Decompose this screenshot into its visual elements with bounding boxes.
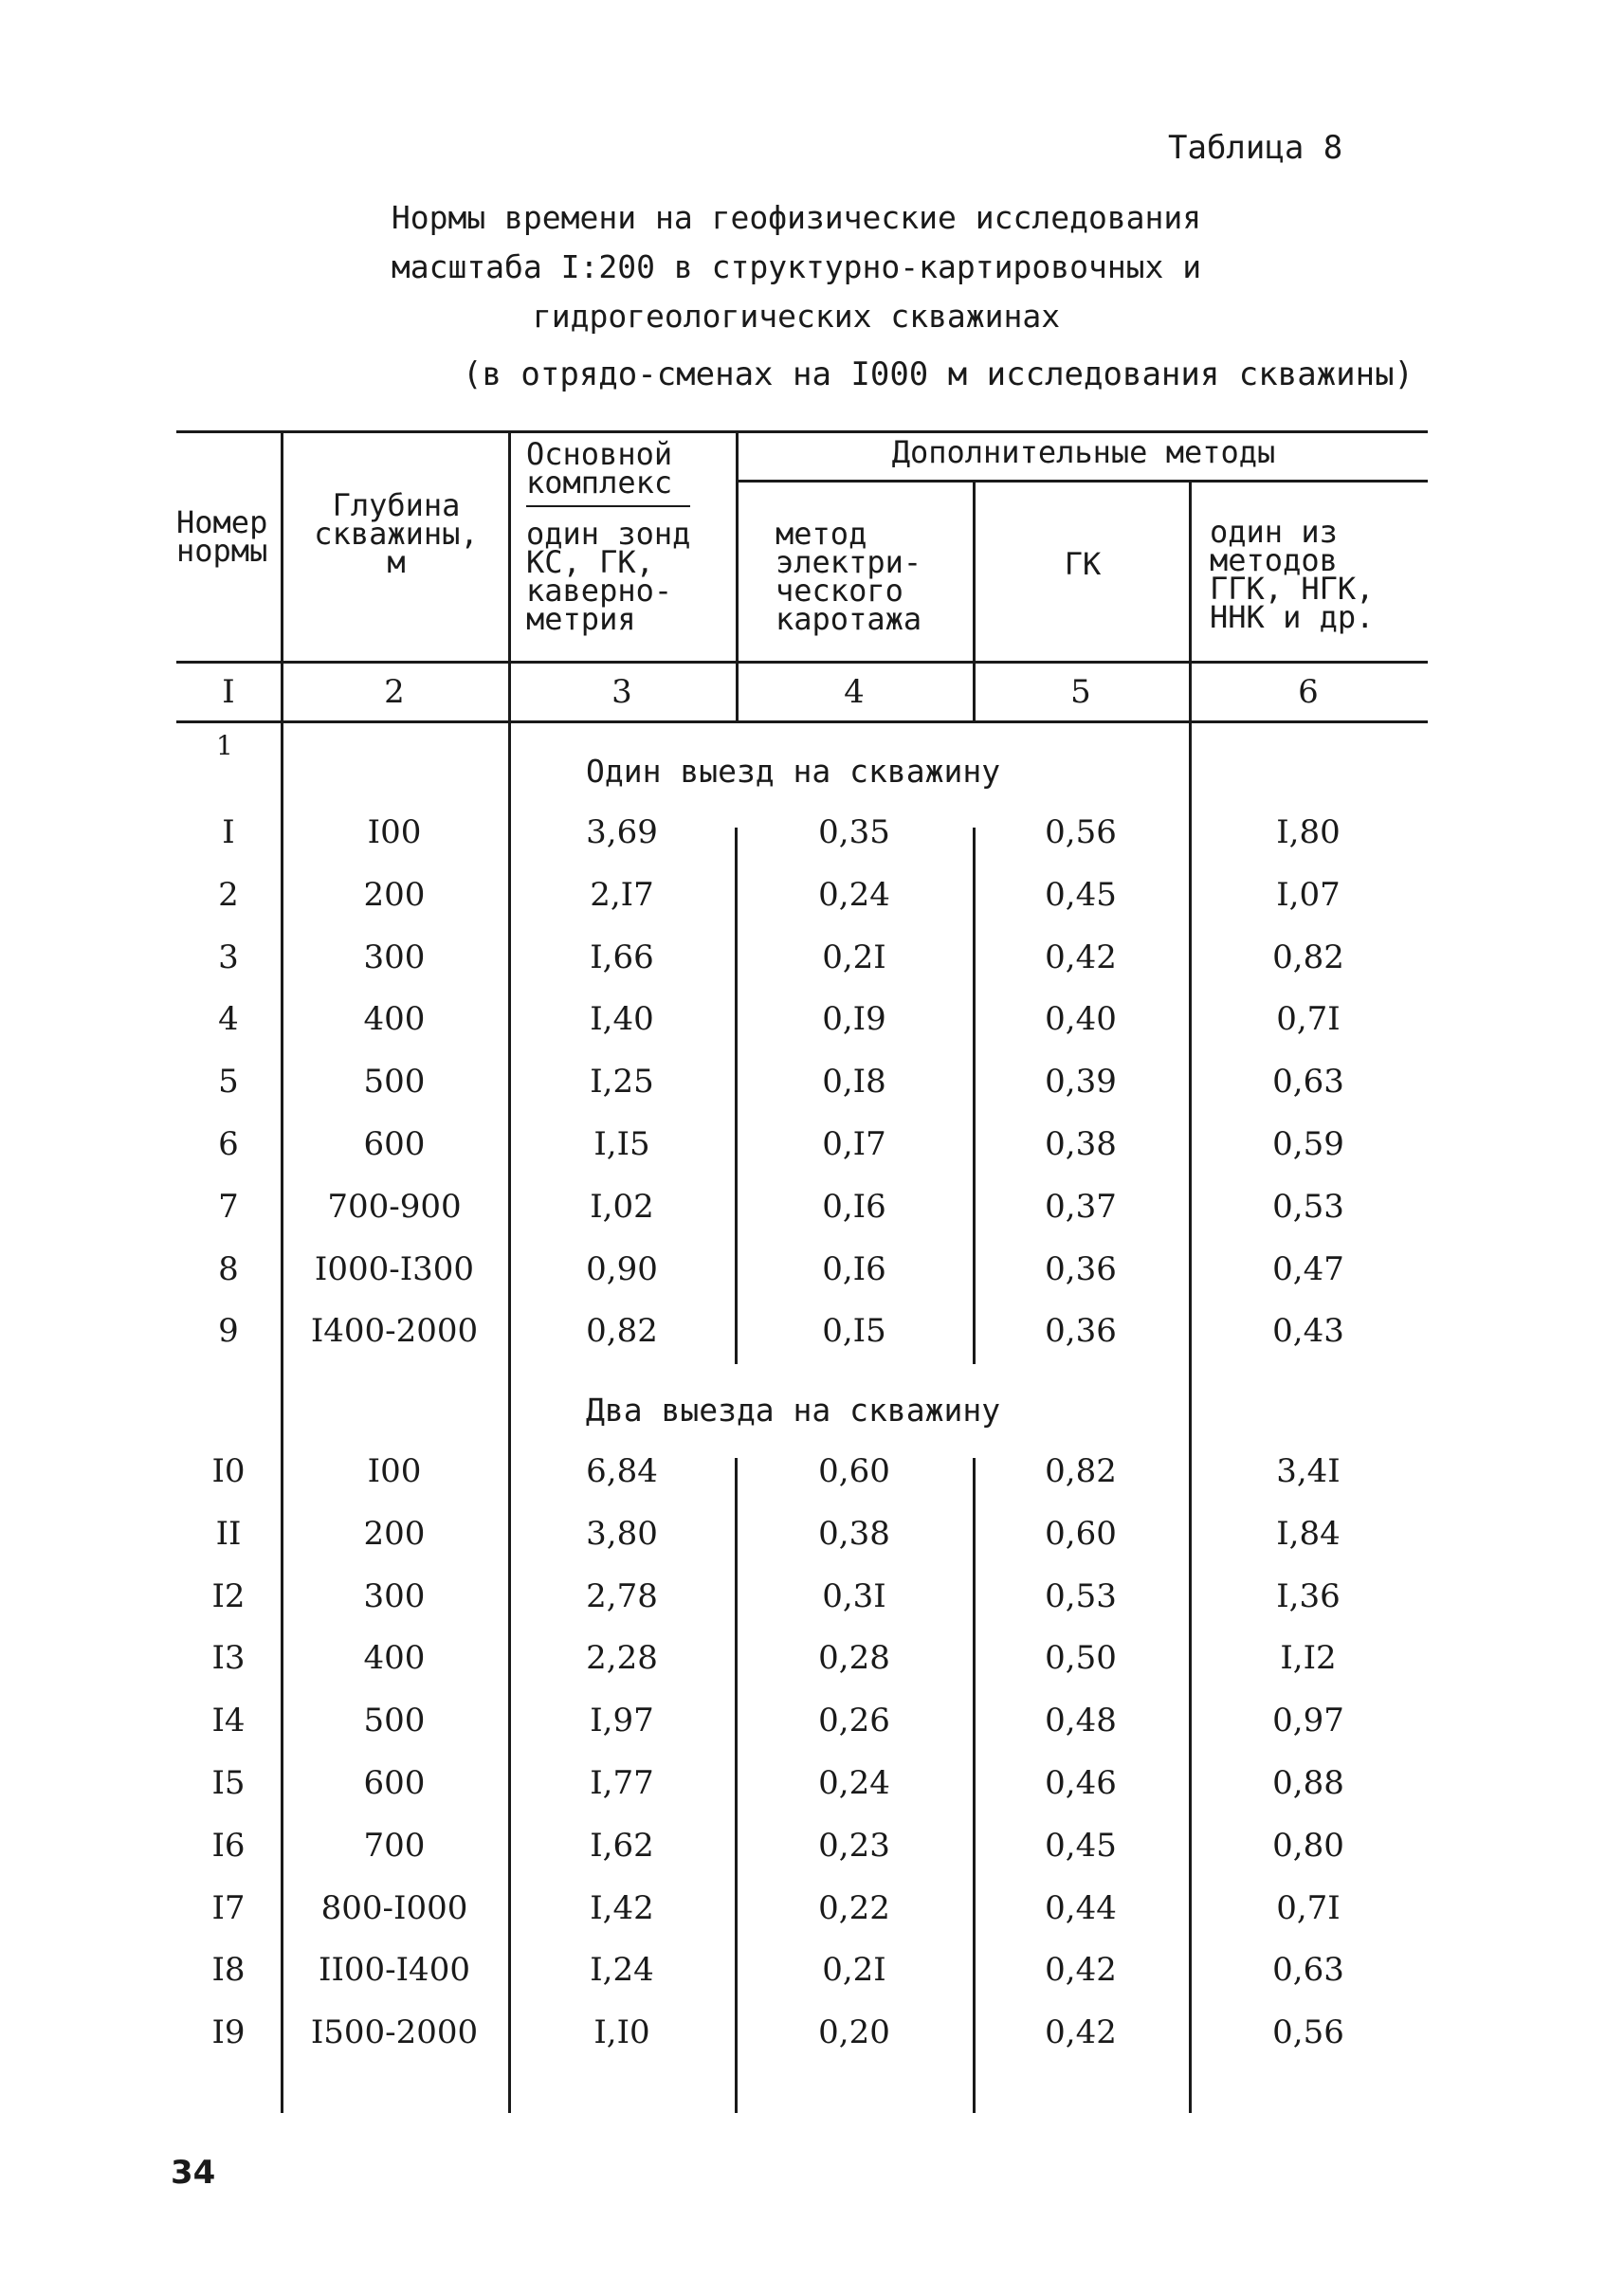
additional-methods-rule [736, 480, 1428, 483]
cell-other-method: 0,7I [1276, 1889, 1341, 1927]
cell-basic-complex: 6,84 [586, 1452, 658, 1490]
cell-norm-number: I9 [211, 2013, 246, 2051]
cell-norm-number: 4 [218, 1000, 239, 1038]
cell-gk: 0,60 [1045, 1515, 1117, 1553]
cell-gk: 0,56 [1045, 813, 1117, 851]
cell-norm-number: 9 [218, 1312, 239, 1350]
cell-electric-logging: 0,I7 [822, 1125, 886, 1163]
cell-depth: I500-2000 [310, 2013, 479, 2051]
cell-norm-number: 2 [218, 876, 239, 914]
cell-basic-complex: I,24 [590, 1951, 654, 1989]
cell-electric-logging: 0,20 [818, 2013, 890, 2051]
cell-basic-complex: 0,90 [586, 1250, 658, 1288]
cell-norm-number: I8 [211, 1951, 246, 1989]
cell-depth: 300 [363, 1577, 426, 1615]
cell-other-method: I,07 [1276, 876, 1341, 914]
cell-gk: 0,42 [1045, 1951, 1117, 1989]
column-divider-5 [1189, 480, 1192, 2113]
header-other-methods: один из методов ГГК, НГК, ННК и др. [1210, 514, 1375, 635]
cell-other-method: 0,63 [1272, 1951, 1344, 1989]
cell-depth: 600 [363, 1125, 426, 1163]
column-number-5: 5 [1070, 673, 1091, 711]
cell-other-method: 0,80 [1272, 1827, 1344, 1865]
column-number-2: 2 [384, 673, 405, 711]
cell-depth: I00 [367, 813, 422, 851]
cell-depth: 800-I000 [320, 1889, 468, 1927]
cell-other-method: I,80 [1276, 813, 1341, 851]
cell-electric-logging: 0,28 [818, 1639, 890, 1677]
cell-basic-complex: I,77 [590, 1764, 654, 1802]
header-gk: ГК [1064, 546, 1102, 582]
cell-depth: 700-900 [327, 1188, 462, 1226]
cell-other-method: 0,63 [1272, 1063, 1344, 1101]
cell-basic-complex: I,I0 [593, 2013, 650, 2051]
cell-other-method: I,I2 [1280, 1639, 1337, 1677]
cell-norm-number: I7 [211, 1889, 246, 1927]
cell-norm-number: I6 [211, 1827, 246, 1865]
cell-electric-logging: 0,60 [818, 1452, 890, 1490]
cell-gk: 0,37 [1045, 1188, 1117, 1226]
cell-gk: 0,38 [1045, 1125, 1117, 1163]
basic-complex-underline [526, 505, 690, 507]
cell-gk: 0,42 [1045, 938, 1117, 976]
cell-electric-logging: 0,24 [818, 1764, 890, 1802]
header-depth: Глубина скважины, м [314, 487, 479, 580]
cell-gk: 0,48 [1045, 1702, 1117, 1739]
section-title-two-trips: Два выезда на скважину [586, 1392, 1001, 1429]
cell-basic-complex: I,40 [590, 1000, 654, 1038]
page-number: 34 [171, 2154, 216, 2192]
cell-depth: 300 [363, 938, 426, 976]
cell-other-method: 0,82 [1272, 938, 1344, 976]
cell-norm-number: I3 [211, 1639, 246, 1677]
cell-depth: 200 [363, 876, 426, 914]
cell-other-method: I,84 [1276, 1515, 1341, 1553]
table-title-line-1: Нормы времени на геофизические исследования [391, 199, 1202, 236]
column-number-6: 6 [1298, 673, 1319, 711]
cell-electric-logging: 0,I6 [822, 1250, 886, 1288]
cell-other-method: 0,43 [1272, 1312, 1344, 1350]
cell-gk: 0,53 [1045, 1577, 1117, 1615]
header-electric-logging: метод электри- ческого каротажа [776, 516, 922, 637]
header-additional-methods: Дополнительные методы [891, 434, 1276, 470]
cell-gk: 0,50 [1045, 1639, 1117, 1677]
cell-electric-logging: 0,I8 [822, 1063, 886, 1101]
cell-other-method: 0,53 [1272, 1188, 1344, 1226]
cell-basic-complex: I,02 [590, 1188, 654, 1226]
stray-mark: 1 [216, 730, 233, 761]
cell-norm-number: I4 [211, 1702, 246, 1739]
cell-electric-logging: 0,24 [818, 876, 890, 914]
cell-gk: 0,46 [1045, 1764, 1117, 1802]
cell-depth: 200 [363, 1515, 426, 1553]
cell-norm-number: 8 [218, 1250, 239, 1288]
cell-gk: 0,42 [1045, 2013, 1117, 2051]
cell-gk: 0,44 [1045, 1889, 1117, 1927]
section-title-one-trip: Один выезд на скважину [586, 753, 1001, 790]
cell-electric-logging: 0,2I [822, 1951, 886, 1989]
cell-electric-logging: 0,26 [818, 1702, 890, 1739]
table-title-line-3: гидрогеологических скважинах [532, 298, 1061, 335]
cell-norm-number: I0 [211, 1452, 246, 1490]
header-bottom-rule [176, 661, 1428, 664]
cell-basic-complex: 0,82 [586, 1312, 658, 1350]
unit-note: (в отрядо-сменах на I000 м исследования скважины) [463, 355, 1414, 393]
column-number-3: 3 [611, 673, 632, 711]
cell-other-method: 0,56 [1272, 2013, 1344, 2051]
cell-other-method: 0,7I [1276, 1000, 1341, 1038]
table-title-line-2: масштаба I:200 в структурно-картировочных и [391, 248, 1202, 285]
cell-gk: 0,36 [1045, 1312, 1117, 1350]
cell-other-method: 0,97 [1272, 1702, 1344, 1739]
cell-depth: II00-I400 [319, 1951, 470, 1989]
cell-other-method: 0,59 [1272, 1125, 1344, 1163]
cell-gk: 0,39 [1045, 1063, 1117, 1101]
cell-gk: 0,82 [1045, 1452, 1117, 1490]
cell-electric-logging: 0,3I [822, 1577, 886, 1615]
cell-depth: 400 [363, 1639, 426, 1677]
cell-depth: I000-I300 [314, 1250, 475, 1288]
cell-electric-logging: 0,2I [822, 938, 886, 976]
cell-electric-logging: 0,22 [818, 1889, 890, 1927]
cell-norm-number: I2 [211, 1577, 246, 1615]
cell-electric-logging: 0,I6 [822, 1188, 886, 1226]
cell-depth: I00 [367, 1452, 422, 1490]
cell-norm-number: 5 [218, 1063, 239, 1101]
cell-depth: I400-2000 [310, 1312, 479, 1350]
cell-basic-complex: I,66 [590, 938, 654, 976]
cell-basic-complex: I,42 [590, 1889, 654, 1927]
column-number-1: I [222, 673, 235, 711]
cell-depth: 500 [363, 1702, 426, 1739]
cell-norm-number: 3 [218, 938, 239, 976]
cell-gk: 0,45 [1045, 876, 1117, 914]
cell-depth: 400 [363, 1000, 426, 1038]
cell-basic-complex: 3,80 [586, 1515, 658, 1553]
cell-norm-number: I5 [211, 1764, 246, 1802]
cell-other-method: I,36 [1276, 1577, 1341, 1615]
cell-electric-logging: 0,35 [818, 813, 890, 851]
cell-gk: 0,36 [1045, 1250, 1117, 1288]
cell-electric-logging: 0,I5 [822, 1312, 886, 1350]
cell-depth: 600 [363, 1764, 426, 1802]
cell-norm-number: II [215, 1515, 242, 1553]
cell-depth: 700 [363, 1827, 426, 1865]
cell-depth: 500 [363, 1063, 426, 1101]
cell-basic-complex: I,62 [590, 1827, 654, 1865]
table-top-rule [176, 430, 1428, 433]
cell-electric-logging: 0,I9 [822, 1000, 886, 1038]
cell-basic-complex: I,25 [590, 1063, 654, 1101]
header-basic-complex: Основной комплекс [526, 436, 673, 501]
cell-norm-number: I [222, 813, 235, 851]
cell-other-method: 0,47 [1272, 1250, 1344, 1288]
cell-norm-number: 6 [218, 1125, 239, 1163]
cell-basic-complex: 2,I7 [590, 876, 654, 914]
cell-gk: 0,40 [1045, 1000, 1117, 1038]
header-basic-method: один зонд КС, ГК, каверно- метрия [526, 516, 691, 637]
cell-norm-number: 7 [218, 1188, 239, 1226]
header-norm-number: Номер нормы [176, 504, 268, 569]
cell-basic-complex: 2,28 [586, 1639, 658, 1677]
cell-electric-logging: 0,23 [818, 1827, 890, 1865]
cell-other-method: 0,88 [1272, 1764, 1344, 1802]
cell-electric-logging: 0,38 [818, 1515, 890, 1553]
cell-basic-complex: 2,78 [586, 1577, 658, 1615]
cell-basic-complex: I,97 [590, 1702, 654, 1739]
cell-basic-complex: I,I5 [593, 1125, 650, 1163]
cell-other-method: 3,4I [1276, 1452, 1341, 1490]
column-number-4: 4 [844, 673, 865, 711]
cell-basic-complex: 3,69 [586, 813, 658, 851]
column-numbers-bottom-rule [176, 720, 1428, 723]
cell-gk: 0,45 [1045, 1827, 1117, 1865]
table-label: Таблица 8 [1168, 129, 1343, 167]
